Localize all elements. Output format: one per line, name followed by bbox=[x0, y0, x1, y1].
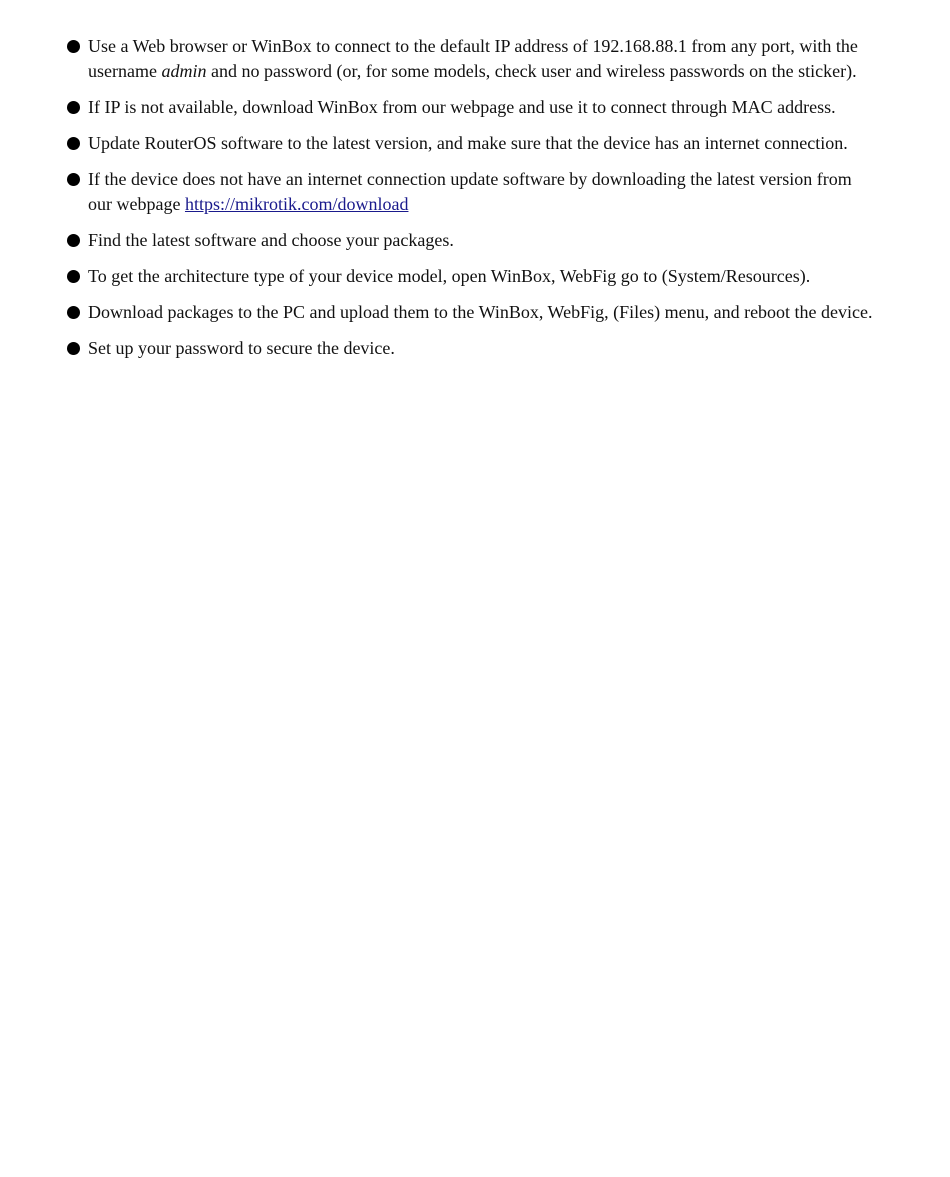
bullet-icon bbox=[67, 270, 80, 283]
item-text-lead: Use a Web browser or WinBox to connect to the default IP address of 192.168.88.1 from any port, with the username bbox=[88, 36, 858, 81]
bullet-icon bbox=[67, 101, 80, 114]
item-text: If IP is not available, download WinBox from our webpage and use it to connect through MAC address. bbox=[88, 97, 836, 117]
list-item-architecture bbox=[66, 264, 876, 289]
item-text: Find the latest software and choose your packages. bbox=[88, 230, 454, 250]
instruction-list bbox=[66, 34, 876, 372]
bullet-icon bbox=[67, 342, 80, 355]
bullet-icon bbox=[67, 173, 80, 186]
item-text: Update RouterOS software to the latest version, and make sure that the device has an internet connection. bbox=[88, 133, 848, 153]
item-text: Set up your password to secure the device. bbox=[88, 338, 395, 358]
item-text-lead: If the device does not have an internet connection update software by downloading the latest version from our webpage bbox=[88, 169, 852, 214]
list-item-connect bbox=[66, 34, 876, 84]
item-text: Download packages to the PC and upload them to the WinBox, WebFig, (Files) menu, and reboot the device. bbox=[88, 302, 873, 322]
item-text-tail: and no password (or, for some models, check user and wireless passwords on the sticker). bbox=[206, 61, 857, 81]
list-item-upload-packages bbox=[66, 300, 876, 325]
list-item-offline-update bbox=[66, 167, 876, 217]
username-emphasis: admin bbox=[161, 61, 207, 81]
bullet-icon bbox=[67, 40, 80, 53]
bullet-icon bbox=[67, 137, 80, 150]
bullet-icon bbox=[67, 306, 80, 319]
list-item-find-software bbox=[66, 228, 876, 253]
item-text: To get the architecture type of your device model, open WinBox, WebFig go to (System/Resources). bbox=[88, 266, 811, 286]
list-item-update-routeros bbox=[66, 131, 876, 156]
item-text bbox=[88, 36, 858, 81]
bullet-icon bbox=[67, 234, 80, 247]
list-item-set-password bbox=[66, 336, 876, 361]
download-link[interactable]: https://mikrotik.com/download bbox=[184, 194, 409, 214]
list-item-mac-connect bbox=[66, 95, 876, 120]
item-text bbox=[88, 169, 852, 214]
